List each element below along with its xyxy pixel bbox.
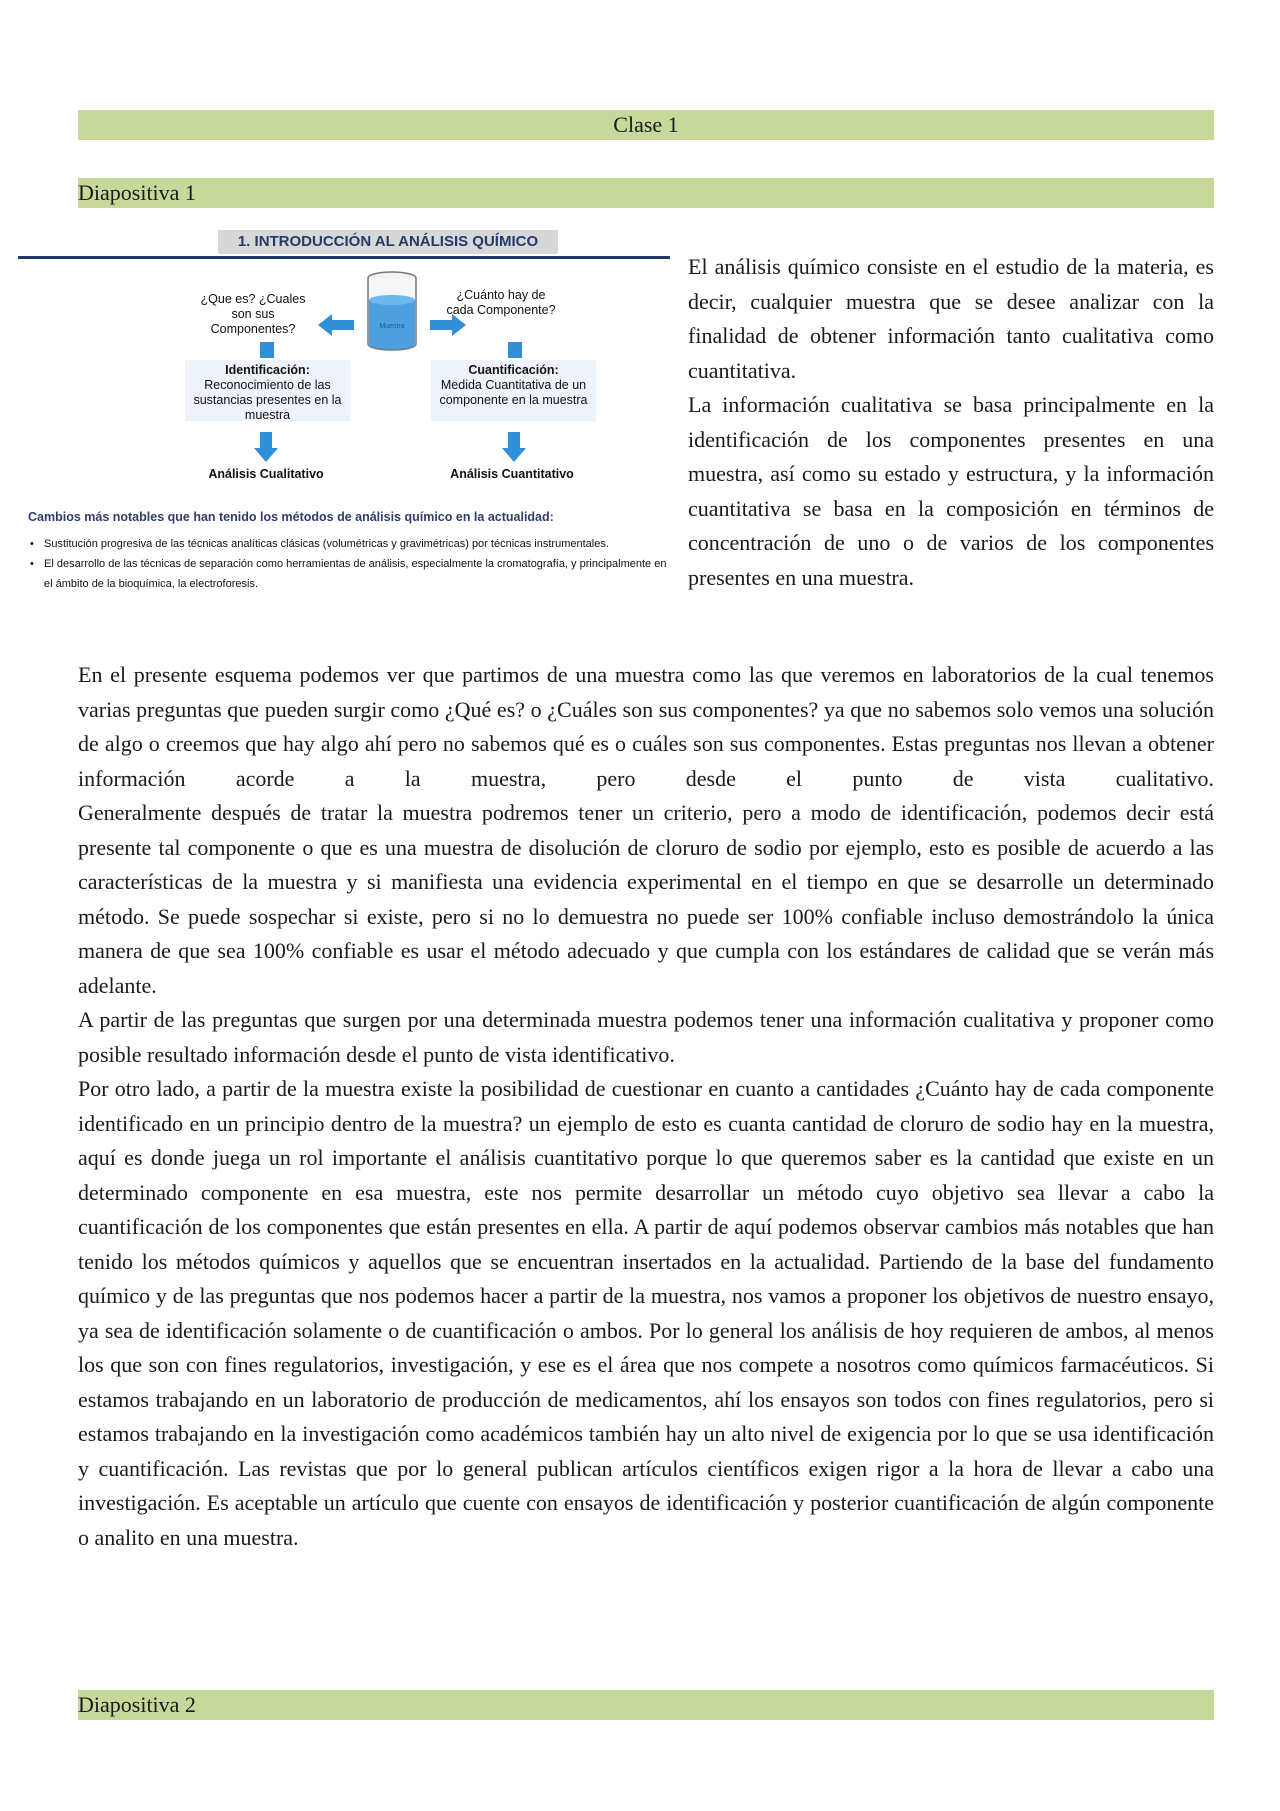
right-question: ¿Cuánto hay de cada Componente?: [446, 288, 556, 317]
left-connector: [260, 342, 274, 358]
slide-divider: [18, 256, 670, 259]
slide-1-heading: Diapositiva 1: [78, 180, 196, 205]
quantification-title: Cuantificación:: [468, 363, 559, 377]
right-connector: [508, 342, 522, 358]
intro-paragraph: La información cualitativa se basa principalmente en la identificación de los componentes presentes en una muestra, así como su estado y estructura, y la información cuantitativa se basa en la composición en términos de concentración de uno o de varios de los componentes presentes en una muestra.: [688, 392, 1214, 590]
changes-list: [28, 534, 668, 594]
quantitative-analysis-label: Análisis Cuantitativo: [450, 467, 574, 481]
intro-text: [688, 250, 1214, 595]
slide-title: 1. INTRODUCCIÓN AL ANÁLISIS QUÍMICO: [218, 230, 558, 254]
class-title: Clase 1: [613, 112, 679, 137]
identification-box: [185, 360, 350, 421]
body-text: [78, 658, 1214, 1555]
quantification-text: Medida Cuantitativa de un componente en la muestra: [439, 378, 588, 407]
intro-paragraph: El análisis químico consiste en el estudio de la materia, es decir, cualquier muestra que se desee analizar con la finalidad de obtener información tanto cualitativa como cuantitativa.: [688, 254, 1214, 383]
slide-2-heading: Diapositiva 2: [78, 1692, 196, 1717]
changes-title: Cambios más notables que han tenido los métodos de análisis químico en la actualidad:: [28, 510, 554, 524]
body-paragraph: A partir de las preguntas que surgen por una determinada muestra podemos tener una información cualitativa y proponer como posible resultado información desde el punto de vista identificativo.: [78, 1007, 1214, 1067]
class-title-bar: [78, 110, 1214, 140]
beaker-label: Muestra: [379, 323, 405, 330]
body-paragraph: Por otro lado, a partir de la muestra existe la posibilidad de cuestionar en cuanto a cantidades ¿Cuánto hay de cada componente identificado en un principio dentro de la muestra? un ejemplo de esto es cuanta cantidad de cloruro de sodio hay en la muestra, aquí es donde juega un rol importante el análisis cuantitativo porque lo que queremos saber es la cantidad que existe en un determinado componente en esa muestra, este nos permite desarrollar un método cuyo objetivo sea llevar a cabo la cuantificación de los componentes que están presentes en ella. A partir de aquí podemos observar cambios más notables que han tenido los métodos químicos y aquellos que se encuentran insertados en la actualidad. Partiendo de la base del fundamento químico y de las preguntas que nos podemos hacer a partir de la muestra, nos vamos a proponer los objetivos de nuestro ensayo, ya sea de identificación solamente o de cuantificación o ambos. Por lo general los análisis de hoy requieren de ambos, al menos los que son con fines regulatorios, investigación, y ese es el área que nos compete a nosotros como químicos farmacéuticos. Si estamos trabajando en un laboratorio de producción de medicamentos, ahí los ensayos son todos con fines regulatorios, pero si estamos trabajando en la investigación como académicos también hay un alto nivel de exigencia por lo que se usa identificación y cuantificación. Las revistas que por lo general publican artículos científicos exigen rigor a la hora de llevar a cabo una investigación. Es aceptable un artículo que cuente con ensayos de identificación y posterior cuantificación de algún componente o analito en una muestra.: [78, 1076, 1214, 1550]
changes-item: • El desarrollo de las técnicas de separación como herramientas de análisis, especialmente la cromatografía, y principalmente en el ámbito de la bioquímica, la electroforesis.: [28, 554, 668, 594]
body-paragraph: Generalmente después de tratar la muestra podremos tener un criterio, pero a modo de identificación, podemos decir está presente tal componente o que es una muestra de disolución de cloruro de sodio por ejemplo, esto es posible de acuerdo a las características de la muestra y si manifiesta una evidencia experimental en el tiempo en que se desarrolle un determinado método. Se puede sospechar si existe, pero si no lo demuestra no puede ser 100% confiable incluso demostrándolo la única manera de que sea 100% confiable es usar el método adecuado y que cumpla con los estándares de calidad que se verán más adelante.: [78, 800, 1214, 998]
quantification-box: [431, 360, 596, 421]
arrow-right-icon: [430, 314, 466, 336]
arrow-down-left-icon: [254, 432, 278, 462]
qualitative-analysis-label: Análisis Cualitativo: [208, 467, 324, 481]
slide-1-heading-bar: [78, 178, 1214, 208]
body-paragraph: En el presente esquema podemos ver que partimos de una muestra como las que veremos en laboratorios de la cual tenemos varias preguntas que pueden surgir como ¿Qué es? o ¿Cuáles son sus componentes? ya que no sabemos solo vemos una solución de algo o creemos que hay algo ahí pero no sabemos qué es o cuáles son sus componentes. Estas preguntas nos llevan a obtener información acorde a la muestra, pero desde el punto de vista cualitativo.: [78, 662, 1214, 791]
slide-2-heading-bar: [78, 1690, 1214, 1720]
beaker-icon: [361, 268, 423, 354]
identification-title: Identificación:: [225, 363, 310, 377]
identification-text: Reconocimiento de las sustancias presentes en la muestra: [193, 378, 342, 422]
left-question: ¿Que es? ¿Cuales son sus Componentes?: [200, 292, 306, 336]
changes-item: • Sustitución progresiva de las técnicas analíticas clásicas (volumétricas y gravimétricas) por técnicas instrumentales.: [28, 534, 668, 554]
arrow-down-right-icon: [502, 432, 526, 462]
arrow-left-icon: [318, 314, 354, 336]
slide-figure: [18, 224, 670, 614]
